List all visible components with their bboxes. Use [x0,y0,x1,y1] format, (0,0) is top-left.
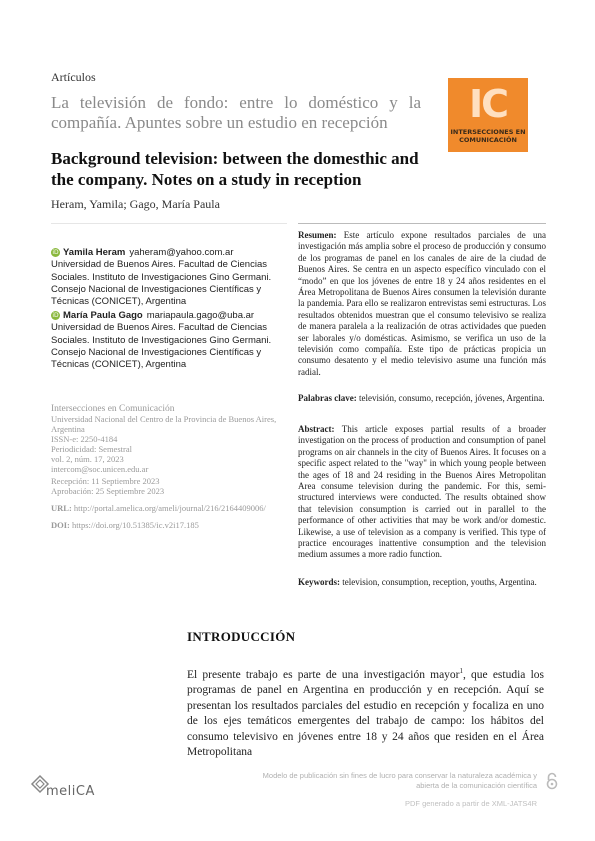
title-spanish: La televisión de fondo: entre lo doméstico y la compañía. Apuntes sobre un estudio en recepción [51,93,421,132]
palabras-text: televisión, consumo, recepción, jóvenes, Argentina. [359,393,545,403]
logo-mark: IC [468,82,508,126]
intro-text: El presente trabajo es parte de una investigación mayor [187,668,460,681]
logo-text: INTERSECCIONES EN COMUNICACIÓN [450,128,526,144]
doi-line [51,520,291,530]
approved-date: Aprobación: 25 Septiembre 2023 [51,486,165,496]
amelica-logo[interactable] [30,772,150,802]
orcid-icon[interactable]: iD [52,311,59,319]
intro-text: , que estudia los programas de panel en Argentina en producción y en recepción. Aquí se presentan los resultados parciales del estudio en recepción y focaliza en uno de los ejes temáticos emergentes del trabajo de campo: los hábitos del consumo televisivo en jóvenes entre 18 y 24 años que residen en el Área Metropolitana [187,668,544,759]
orcid-icon[interactable]: iD [52,248,59,256]
doi-label: DOI: [51,520,70,530]
journal-name: Intersecciones en Comunicación [51,404,175,414]
dates [51,476,291,496]
abstract [298,424,546,561]
doi-link[interactable]: https://doi.org/10.51385/ic.v2i17.185 [72,520,199,530]
journal-logo [448,78,528,152]
keywords [298,577,546,588]
author-name: María Paula Gago [63,310,143,321]
author-affiliation [51,247,291,308]
resumen [298,230,546,378]
resumen-label: Resumen: [298,230,337,240]
author-email[interactable]: yaheram@yahoo.com.ar [129,247,234,258]
divider [51,223,287,224]
journal-issn: ISSN-e: 2250-4184 [51,434,118,444]
author-name: Yamila Heram [63,247,126,258]
author-institution: Universidad de Buenos Aires. Facultad de Ciencias Sociales. Instituto de Investigaciones Gino Germani. Consejo Nacional de Investigaciones Científicas y Técnicas (CONICET), Argentina [51,259,272,308]
section-label: Artículos [51,70,96,84]
amelica-wordmark: meliCA [46,784,95,799]
resumen-text: Este artículo expone resultados parciales de una investigación más amplia sobre el proceso de producción y consumo de los programas de panel en los canales de aire de la ciudad de Buenos Aires. Se centra en un aspecto específico vinculado con el “modo” en que los jóvenes de entre 18 y 24 años residentes en el Área Metropolitana de Buenos Aires consumen la televisión durante la pandemia. Para ello se realizaron entrevistas semi estructuras. Los resultados obtenidos muestran que el consumo televisivo se realiza de manera paralela a la realización de otras actividades que pueden ser laborales y/o domésticas. Asimismo, se verifica un uso de la televisión como compañía. Este tipo de prácticas propicia un consumo desatento y el medio televisivo asume una función más radial. [298,230,547,377]
palabras-clave [298,393,546,404]
author-affiliation [51,310,291,371]
journal-info [51,404,291,474]
journal-periodicity: Periodicidad: Semestral [51,444,132,454]
journal-volume: vol. 2, núm. 17, 2023 [51,454,124,464]
footnote-ref[interactable]: 1 [459,667,464,675]
url-link[interactable]: http://portal.amelica.org/ameli/journal/216/2164409006/ [73,503,266,513]
author-email[interactable]: mariapaula.gago@uba.ar [146,310,255,321]
palabras-label: Palabras clave: [298,393,357,403]
authors-line: Heram, Yamila; Gago, María Paula [51,197,220,211]
divider [298,223,546,224]
keywords-label: Keywords: [298,577,340,587]
url-line [51,503,291,513]
intro-paragraph [187,664,544,761]
journal-publisher: Universidad Nacional del Centro de la Provincia de Buenos Aires, Argentina [51,414,277,434]
abstract-text: This article exposes partial results of a broader investigation on the process of production and consumption of panel programs on air channels in the city of Buenos Aires. It focuses on a specific aspect related to the "way" in which young people between the ages of 18 and 24 residing in the Buenos Aires Metropolitan Area consume television during the pandemic. For this, semi-structured interviews were conducted. The results obtained show that television consumption is carried out in parallel to the performance of other activities that may be work and/or domestic. Likewise, a use of television as a company is verified. This type of practice encourages inattentive consumption and the television medium assumes a more radio function. [298,424,547,560]
title-english: Background television: between the domesthic and the company. Notes on a study in reception [51,149,419,189]
open-access-icon [545,772,559,790]
journal-email[interactable]: intercom@soc.unicen.edu.ar [51,464,149,474]
abstract-label: Abstract: [298,424,335,434]
received-date: Recepción: 11 Septiembre 2023 [51,476,160,486]
keywords-text: television, consumption, reception, youths, Argentina. [342,577,537,587]
url-label: URL: [51,503,72,513]
intro-heading: INTRODUCCIÓN [187,629,296,644]
author-institution: Universidad de Buenos Aires. Facultad de Ciencias Sociales. Instituto de Investigaciones Gino Germani. Consejo Nacional de Investigaciones Científicas y Técnicas (CONICET), Argentina [51,322,272,371]
footer-note: Modelo de publicación sin fines de lucro para conservar la naturaleza académica y abierta de la comunicación científica [262,771,537,790]
footer-pdf-note: PDF generado a partir de XML-JATS4R [404,799,537,808]
